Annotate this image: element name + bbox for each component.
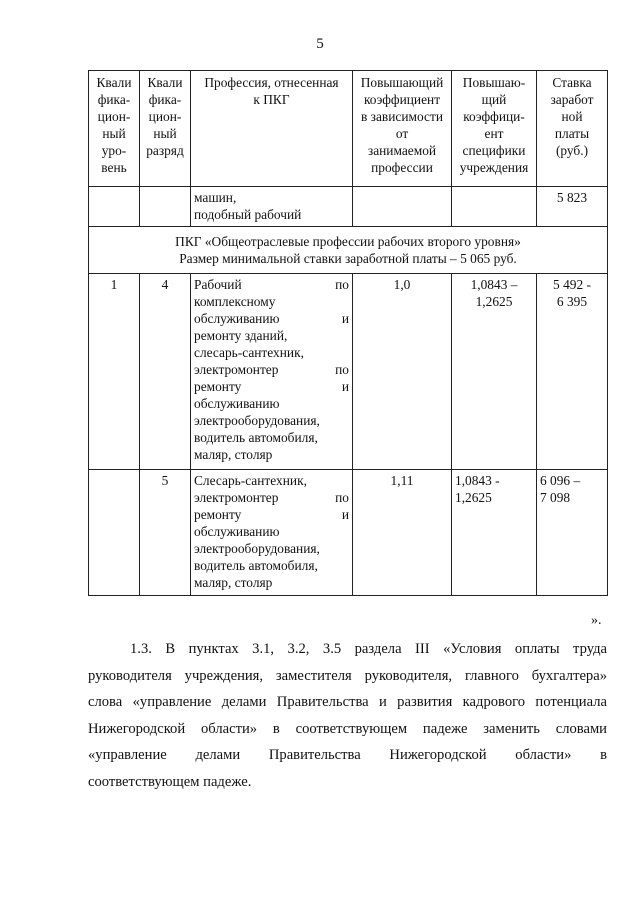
header-line: ный (153, 126, 177, 141)
level-cell: 1 (89, 274, 140, 470)
profession-coefficient-cell: 1,11 (353, 470, 452, 596)
profession-line: электромонтер по (194, 362, 349, 377)
wage-rate-table (88, 70, 608, 596)
section-heading: ПКГ «Общеотраслевые профессии рабочих второго уровня» Размер минимальной ставки заработной платы – 5 065 руб. (89, 227, 608, 274)
paragraph-line: 1.3. В пунктах 3.1, 3.2, 3.5 раздела III «Условия оплаты труда (130, 641, 607, 657)
profession-line: электрооборудования, (194, 413, 320, 428)
institution-coefficient-cell: 1,0843 - 1,2625 (452, 470, 537, 596)
table-row (89, 470, 608, 596)
header-line: вень (101, 160, 127, 175)
header-line: Повышаю- (462, 75, 526, 90)
header-profession (191, 71, 353, 187)
wage-rate-cell: 6 096 – 7 098 (537, 470, 608, 596)
profession-line: водитель автомобиля, (194, 430, 318, 445)
closing-quote: ». (591, 613, 602, 628)
header-line: ной (561, 109, 583, 124)
profession-line: электромонтер по (194, 490, 349, 505)
profession-cell (191, 470, 353, 596)
header-qualification-level (89, 71, 140, 187)
paragraph-line: «управление делами Правительства Нижегородской области» в (88, 747, 607, 763)
header-institution-coefficient (452, 71, 537, 187)
profession-line: Слесарь-сантехник, (194, 473, 307, 488)
profession-line: обслуживанию (194, 396, 280, 411)
header-line: от (395, 126, 409, 141)
header-line: Ставка (552, 75, 592, 90)
header-qualification-grade (140, 71, 191, 187)
header-line: коэффици- (463, 109, 525, 124)
header-line: коэффициент (363, 92, 441, 107)
amendment-paragraph (88, 636, 607, 795)
header-line: (руб.) (555, 143, 589, 158)
wage-rate-cell: 5 492 - 6 395 (537, 274, 608, 470)
header-line: цион- (97, 109, 131, 124)
section-row (89, 227, 608, 274)
header-line: цион- (148, 109, 182, 124)
paragraph-line: соответствующем падеже. (88, 773, 252, 790)
institution-coefficient-cell: 1,0843 – 1,2625 (452, 274, 537, 470)
profession-line: обслуживанию и (194, 311, 349, 326)
header-line: профессии (371, 160, 433, 175)
header-line: Квали (147, 75, 183, 90)
profession-line: комплексному (194, 294, 276, 309)
header-line: в зависимости (361, 109, 443, 124)
profession-coefficient-cell: 1,0 (353, 274, 452, 470)
wage-rate-cell: 5 823 (537, 187, 608, 227)
grade-cell: 5 (140, 470, 191, 596)
table-row (89, 274, 608, 470)
header-line: разряд (146, 143, 184, 158)
table-header-row (89, 71, 608, 187)
page-number: 5 (316, 36, 324, 52)
profession-line: Рабочий по (194, 277, 349, 292)
grade-cell: 4 (140, 274, 191, 470)
profession-cell (191, 274, 353, 470)
profession-line: ремонту зданий, (194, 328, 288, 343)
header-line: фика- (148, 92, 182, 107)
header-line: специфики (462, 143, 526, 158)
table-row-continued (89, 187, 608, 227)
profession-line: обслуживанию (194, 524, 280, 539)
header-line: к ПКГ (253, 92, 290, 107)
paragraph-line: руководителя учреждения, заместителя руководителя, главного бухгалтера» (88, 667, 607, 684)
profession-line: маляр, столяр (194, 575, 273, 590)
header-line: Профессия, отнесенная (204, 75, 339, 90)
header-line: Квали (96, 75, 132, 90)
header-line: щий (481, 92, 507, 107)
header-line: заработ (550, 92, 594, 107)
level-cell (89, 470, 140, 596)
header-line: фика- (97, 92, 131, 107)
profession-line: слесарь-сантехник, (194, 345, 304, 360)
profession-line: ремонту и (194, 379, 349, 394)
profession-cell: машин, подобный рабочий (191, 187, 353, 227)
profession-line: водитель автомобиля, (194, 558, 318, 573)
header-line: учреждения (459, 160, 529, 175)
paragraph-line: слова «управление делами Правительства и развития кадрового потенциала (88, 694, 607, 710)
header-wage-rate (537, 71, 608, 187)
header-line: занимаемой (367, 143, 437, 158)
paragraph-line: Нижегородской области» в соответствующем падеже заменить словами (88, 720, 607, 737)
header-line: Повышающий (360, 75, 444, 90)
header-line: ент (484, 126, 504, 141)
header-line: платы (554, 126, 590, 141)
profession-line: ремонту и (194, 507, 349, 522)
profession-line: маляр, столяр (194, 447, 273, 462)
header-profession-coefficient (353, 71, 452, 187)
header-line: уро- (101, 143, 127, 158)
header-line: ный (102, 126, 126, 141)
profession-line: электрооборудования, (194, 541, 320, 556)
